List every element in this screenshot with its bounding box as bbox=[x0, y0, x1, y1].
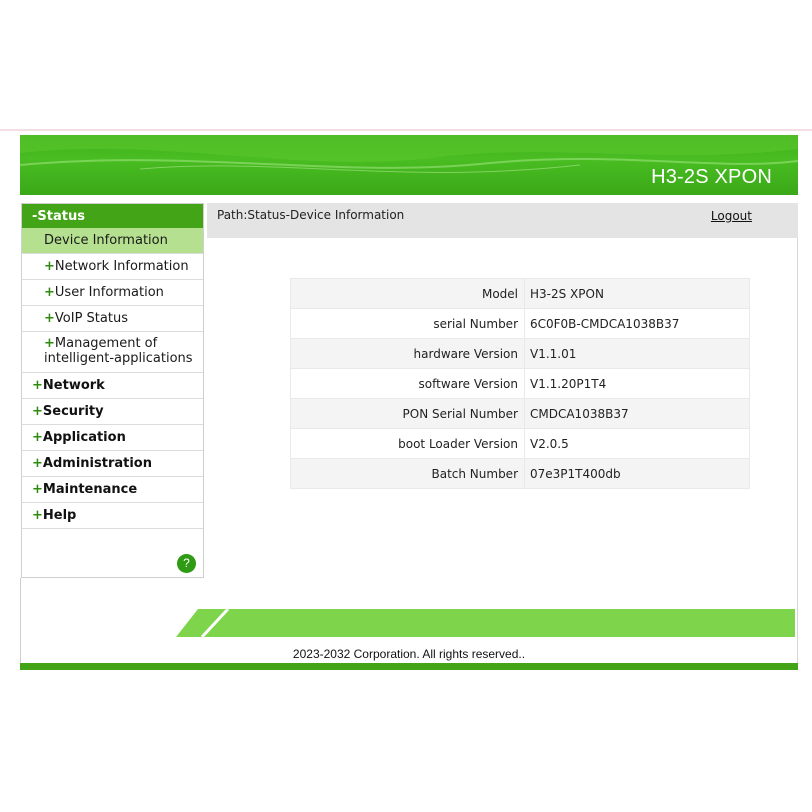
table-row bbox=[291, 369, 750, 399]
sidebar-item-label: Application bbox=[42, 430, 126, 445]
info-label: Batch Number bbox=[291, 459, 525, 489]
info-label: Model bbox=[291, 279, 525, 309]
sidebar-item-application[interactable] bbox=[22, 425, 203, 451]
table-row bbox=[291, 309, 750, 339]
sidebar-item-device-information[interactable] bbox=[22, 228, 203, 254]
info-value: V1.1.01 bbox=[525, 339, 750, 369]
sidebar-item-status[interactable]: -Status bbox=[22, 204, 203, 228]
sidebar-item-maintenance[interactable] bbox=[22, 477, 203, 503]
breadcrumb-bar bbox=[207, 203, 798, 238]
sidebar-item-administration[interactable] bbox=[22, 451, 203, 477]
sidebar-item-label: User Information bbox=[54, 285, 164, 300]
info-label: software Version bbox=[291, 369, 525, 399]
info-value: 6C0F0B-CMDCA1038B37 bbox=[525, 309, 750, 339]
info-label: hardware Version bbox=[291, 339, 525, 369]
sidebar-item-user-information[interactable] bbox=[22, 280, 203, 306]
top-divider bbox=[0, 129, 812, 131]
expand-plus-icon: + bbox=[44, 285, 55, 300]
table-row bbox=[291, 459, 750, 489]
sidebar-item-security[interactable] bbox=[22, 399, 203, 425]
question-icon[interactable]: ? bbox=[177, 554, 196, 573]
expand-plus-icon: + bbox=[44, 336, 55, 351]
expand-plus-icon: + bbox=[44, 311, 55, 326]
sidebar-item-label: Security bbox=[42, 404, 104, 419]
sidebar-item-label: Network Information bbox=[54, 259, 189, 274]
expand-plus-icon: + bbox=[32, 430, 43, 445]
sidebar-item-label: Maintenance bbox=[42, 482, 138, 497]
sidebar-item-network[interactable] bbox=[22, 373, 203, 399]
sidebar-item-label: Administration bbox=[42, 456, 152, 471]
sidebar-item-label: Network bbox=[42, 378, 105, 393]
content-border bbox=[797, 238, 798, 663]
info-label: serial Number bbox=[291, 309, 525, 339]
sidebar-item-help[interactable] bbox=[22, 503, 203, 529]
sidebar-menu bbox=[21, 203, 204, 578]
header-banner bbox=[20, 135, 798, 195]
sidebar-item-label: Help bbox=[42, 508, 77, 523]
copyright-text: 2023-2032 Corporation. All rights reserved.. bbox=[292, 647, 526, 661]
expand-plus-icon: + bbox=[44, 259, 55, 274]
device-info-table bbox=[290, 278, 750, 489]
sidebar-item-label: Device Information bbox=[44, 233, 168, 248]
info-value: H3-2S XPON bbox=[525, 279, 750, 309]
logout-link[interactable]: Logout bbox=[710, 209, 752, 223]
expand-plus-icon: + bbox=[32, 378, 43, 393]
info-value: 07e3P1T400db bbox=[525, 459, 750, 489]
sidebar-item-network-information[interactable] bbox=[22, 254, 203, 280]
table-row bbox=[291, 339, 750, 369]
expand-plus-icon: + bbox=[32, 456, 43, 471]
sidebar-item-label: VoIP Status bbox=[54, 311, 128, 326]
info-value: CMDCA1038B37 bbox=[525, 399, 750, 429]
info-label: PON Serial Number bbox=[291, 399, 525, 429]
table-row bbox=[291, 279, 750, 309]
info-label: boot Loader Version bbox=[291, 429, 525, 459]
sidebar-item-label: Management of intelligent-applications bbox=[44, 336, 193, 366]
expand-plus-icon: + bbox=[32, 482, 43, 497]
router-page-frame bbox=[20, 135, 798, 671]
info-value: V1.1.20P1T4 bbox=[525, 369, 750, 399]
footer-bottom-bar bbox=[20, 663, 798, 670]
sidebar-item-voip-status[interactable] bbox=[22, 306, 203, 332]
expand-plus-icon: + bbox=[32, 508, 43, 523]
breadcrumb: Path:Status-Device Information bbox=[217, 208, 405, 222]
expand-plus-icon: + bbox=[32, 404, 43, 419]
footer-stripe bbox=[176, 609, 795, 637]
info-value: V2.0.5 bbox=[525, 429, 750, 459]
table-row bbox=[291, 399, 750, 429]
table-row bbox=[291, 429, 750, 459]
model-title: H3-2S XPON bbox=[651, 166, 772, 188]
sidebar-item-management-intelligent-applications[interactable] bbox=[22, 332, 203, 373]
